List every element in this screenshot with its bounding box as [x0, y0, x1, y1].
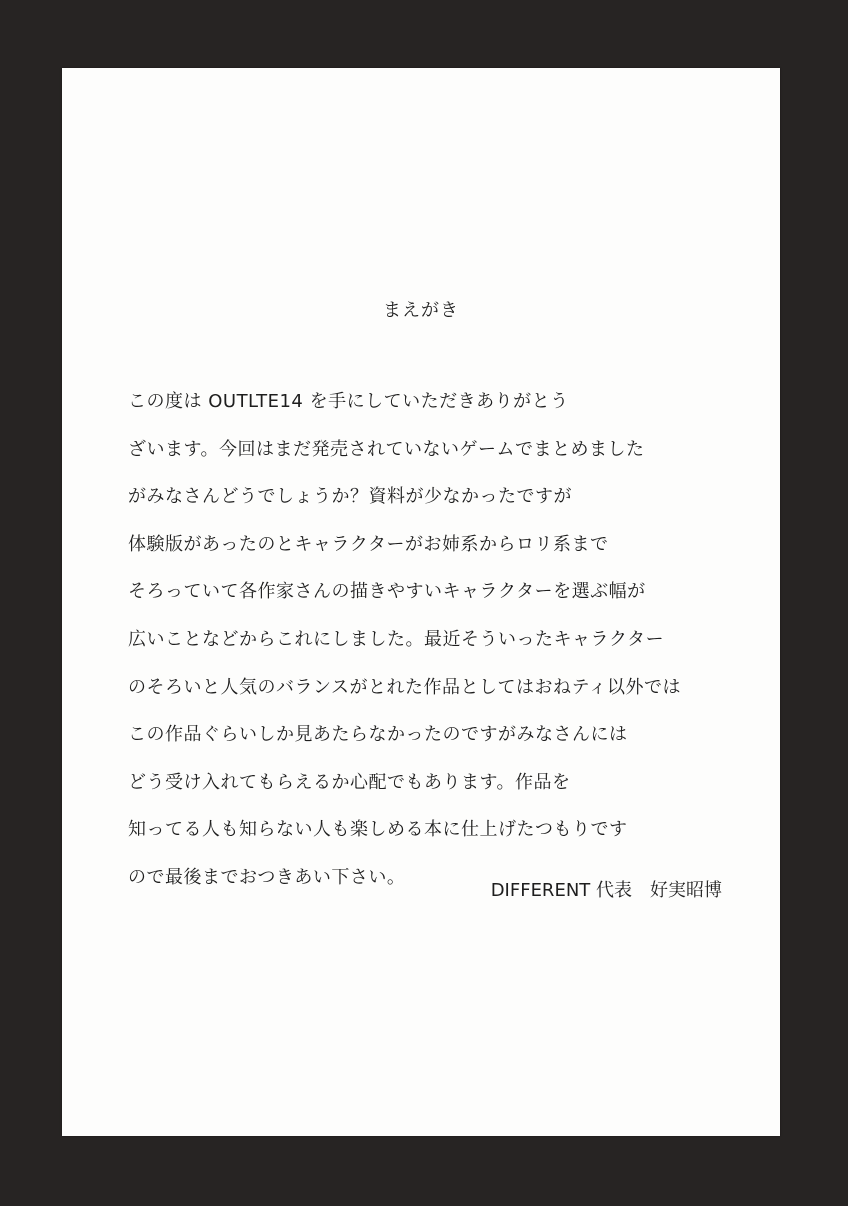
text-line: 知ってる人も知らない人も楽しめる本に仕上げたつもりです: [128, 819, 628, 841]
author-signature: DIFFERENT 代表 好実昭博: [490, 880, 722, 901]
text-line: この度は OUTLTE14 を手にしていただきありがとう: [128, 391, 569, 412]
text-line: どう受け入れてもらえるか心配でもあります。作品を: [128, 771, 571, 793]
preface-body: [128, 378, 768, 902]
text-line: のそろいと人気のバランスがとれた作品としてはおねティ以外では: [128, 676, 682, 698]
text-line: ので最後までおつきあい下さい。: [128, 866, 406, 888]
text-line: 広いことなどからこれにしました。最近そういったキャラクター: [128, 628, 665, 650]
text-line: 体験版があったのとキャラクターがお姉系からロリ系まで: [128, 533, 609, 555]
paper-sheet: [62, 68, 780, 1136]
text-line: この作品ぐらいしか見あたらなかったのですがみなさんには: [128, 724, 628, 746]
text-line: がみなさんどうでしょうか？資料が少なかったですが: [128, 486, 572, 508]
text-line: そろっていて各作家さんの描きやすいキャラクターを選ぶ幅が: [128, 581, 646, 603]
text-line: ざいます。今回はまだ発売されていないゲームでまとめました: [128, 438, 645, 460]
page-title: まえがき: [383, 300, 459, 321]
